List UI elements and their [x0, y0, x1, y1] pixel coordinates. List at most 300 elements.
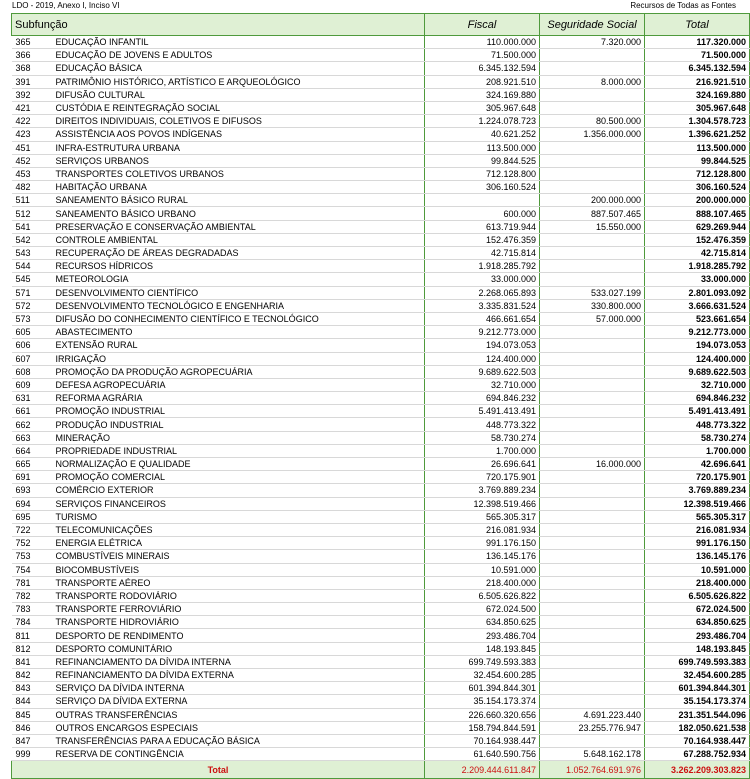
row-code: 691: [12, 471, 53, 484]
table-row: [12, 669, 750, 682]
row-code: 695: [12, 510, 53, 523]
table-row: [12, 589, 750, 602]
row-total: 216.081.934: [645, 523, 750, 536]
row-seguridade: [540, 497, 645, 510]
row-fiscal: 26.696.641: [425, 458, 540, 471]
row-fiscal: 991.176.150: [425, 537, 540, 550]
row-total: 601.394.844.301: [645, 682, 750, 695]
row-code: 608: [12, 365, 53, 378]
row-fiscal: 136.145.176: [425, 550, 540, 563]
row-name: RECUPERAÇÃO DE ÁREAS DEGRADADAS: [53, 247, 425, 260]
total-seguridade: 1.052.764.691.976: [540, 761, 645, 779]
row-code: 845: [12, 708, 53, 721]
budget-table: [11, 13, 750, 779]
row-fiscal: 306.160.524: [425, 181, 540, 194]
row-total: 3.769.889.234: [645, 484, 750, 497]
table-row: [12, 392, 750, 405]
row-total: 42.696.641: [645, 458, 750, 471]
row-fiscal: 305.967.648: [425, 101, 540, 114]
row-fiscal: 61.640.590.756: [425, 748, 540, 761]
row-seguridade: [540, 471, 645, 484]
row-total: 523.661.654: [645, 312, 750, 325]
row-total: 2.801.093.092: [645, 286, 750, 299]
row-name: RESERVA DE CONTINGÊNCIA: [53, 748, 425, 761]
row-fiscal: 110.000.000: [425, 36, 540, 49]
row-name: INFRA-ESTRUTURA URBANA: [53, 141, 425, 154]
row-seguridade: [540, 734, 645, 747]
row-total: 634.850.625: [645, 616, 750, 629]
row-seguridade: [540, 260, 645, 273]
row-total: 136.145.176: [645, 550, 750, 563]
row-total: 32.710.000: [645, 378, 750, 391]
table-row: [12, 603, 750, 616]
row-total: 67.288.752.934: [645, 748, 750, 761]
row-fiscal: 672.024.500: [425, 603, 540, 616]
table-row: [12, 537, 750, 550]
row-code: 847: [12, 734, 53, 747]
row-fiscal: 565.305.317: [425, 510, 540, 523]
row-seguridade: [540, 326, 645, 339]
row-fiscal: 216.081.934: [425, 523, 540, 536]
row-seguridade: 7.320.000: [540, 36, 645, 49]
row-name: OUTROS ENCARGOS ESPECIAIS: [53, 721, 425, 734]
row-total: 152.476.359: [645, 233, 750, 246]
row-fiscal: 226.660.320.656: [425, 708, 540, 721]
row-total: 6.345.132.594: [645, 62, 750, 75]
table-row: [12, 36, 750, 49]
row-seguridade: 1.356.000.000: [540, 128, 645, 141]
row-name: DESPORTO COMUNITÁRIO: [53, 642, 425, 655]
row-fiscal: 32.454.600.285: [425, 669, 540, 682]
table-row: [12, 510, 750, 523]
column-header-total: Total: [645, 14, 750, 36]
row-seguridade: [540, 273, 645, 286]
table-row: [12, 734, 750, 747]
row-seguridade: [540, 616, 645, 629]
table-row: [12, 616, 750, 629]
row-code: 753: [12, 550, 53, 563]
row-code: 999: [12, 748, 53, 761]
row-name: OUTRAS TRANSFERÊNCIAS: [53, 708, 425, 721]
row-name: PROMOÇÃO DA PRODUÇÃO AGROPECUÁRIA: [53, 365, 425, 378]
row-code: 609: [12, 378, 53, 391]
row-name: COMBUSTÍVEIS MINERAIS: [53, 550, 425, 563]
row-code: 782: [12, 589, 53, 602]
row-name: NORMALIZAÇÃO E QUALIDADE: [53, 458, 425, 471]
row-fiscal: 634.850.625: [425, 616, 540, 629]
row-fiscal: 3.769.889.234: [425, 484, 540, 497]
row-code: 781: [12, 576, 53, 589]
table-row: [12, 339, 750, 352]
row-seguridade: [540, 655, 645, 668]
table-row: [12, 682, 750, 695]
row-seguridade: [540, 392, 645, 405]
row-code: 606: [12, 339, 53, 352]
row-fiscal: 5.491.413.491: [425, 405, 540, 418]
row-code: 541: [12, 220, 53, 233]
row-code: 693: [12, 484, 53, 497]
table-row: [12, 523, 750, 536]
row-seguridade: [540, 88, 645, 101]
row-code: 844: [12, 695, 53, 708]
row-total: 1.700.000: [645, 444, 750, 457]
table-row: [12, 167, 750, 180]
row-seguridade: 23.255.776.947: [540, 721, 645, 734]
row-name: TURISMO: [53, 510, 425, 523]
column-header-fiscal: Fiscal: [425, 14, 540, 36]
row-seguridade: [540, 431, 645, 444]
row-code: 391: [12, 75, 53, 88]
row-name: SANEAMENTO BÁSICO RURAL: [53, 194, 425, 207]
row-fiscal: 12.398.519.466: [425, 497, 540, 510]
table-row: [12, 431, 750, 444]
table-row: [12, 49, 750, 62]
row-code: 542: [12, 233, 53, 246]
row-seguridade: [540, 669, 645, 682]
row-fiscal: 71.500.000: [425, 49, 540, 62]
table-row: [12, 220, 750, 233]
row-name: PRESERVAÇÃO E CONSERVAÇÃO AMBIENTAL: [53, 220, 425, 233]
row-total: 70.164.938.447: [645, 734, 750, 747]
row-code: 545: [12, 273, 53, 286]
row-code: 512: [12, 207, 53, 220]
row-total: 699.749.593.383: [645, 655, 750, 668]
row-seguridade: 4.691.223.440: [540, 708, 645, 721]
row-name: TRANSPORTES COLETIVOS URBANOS: [53, 167, 425, 180]
row-code: 842: [12, 669, 53, 682]
table-row: [12, 101, 750, 114]
row-total: 10.591.000: [645, 563, 750, 576]
row-seguridade: 533.027.199: [540, 286, 645, 299]
row-name: ASSISTÊNCIA AOS POVOS INDÍGENAS: [53, 128, 425, 141]
row-seguridade: [540, 418, 645, 431]
row-seguridade: [540, 589, 645, 602]
row-total: 99.844.525: [645, 154, 750, 167]
table-row: [12, 708, 750, 721]
row-name: EDUCAÇÃO INFANTIL: [53, 36, 425, 49]
row-fiscal: 1.224.078.723: [425, 115, 540, 128]
row-seguridade: [540, 523, 645, 536]
row-seguridade: [540, 484, 645, 497]
row-name: IRRIGAÇÃO: [53, 352, 425, 365]
row-total: 1.918.285.792: [645, 260, 750, 273]
row-code: 722: [12, 523, 53, 536]
document-title: LDO - 2019, Anexo I, Inciso VI: [12, 1, 120, 10]
row-total: 32.454.600.285: [645, 669, 750, 682]
row-name: DESENVOLVIMENTO CIENTÍFICO: [53, 286, 425, 299]
row-seguridade: 16.000.000: [540, 458, 645, 471]
row-name: SANEAMENTO BÁSICO URBANO: [53, 207, 425, 220]
row-code: 543: [12, 247, 53, 260]
row-name: ENERGIA ELÉTRICA: [53, 537, 425, 550]
row-name: EXTENSÃO RURAL: [53, 339, 425, 352]
row-seguridade: [540, 405, 645, 418]
table-row: [12, 260, 750, 273]
row-total: 12.398.519.466: [645, 497, 750, 510]
row-name: REFINANCIAMENTO DA DÍVIDA EXTERNA: [53, 669, 425, 682]
row-fiscal: 40.621.252: [425, 128, 540, 141]
column-header-subfuncao: Subfunção: [12, 14, 425, 36]
page-header: [0, 0, 742, 12]
table-row: [12, 75, 750, 88]
row-total: 324.169.880: [645, 88, 750, 101]
row-total: 200.000.000: [645, 194, 750, 207]
table-row: [12, 115, 750, 128]
table-row: [12, 207, 750, 220]
row-total: 293.486.704: [645, 629, 750, 642]
row-fiscal: 699.749.593.383: [425, 655, 540, 668]
row-seguridade: 15.550.000: [540, 220, 645, 233]
row-total: 448.773.322: [645, 418, 750, 431]
row-name: PROPRIEDADE INDUSTRIAL: [53, 444, 425, 457]
total-row: [12, 761, 750, 779]
row-name: EDUCAÇÃO BÁSICA: [53, 62, 425, 75]
row-name: DEFESA AGROPECUÁRIA: [53, 378, 425, 391]
row-fiscal: 124.400.000: [425, 352, 540, 365]
row-fiscal: 324.169.880: [425, 88, 540, 101]
row-total: 305.967.648: [645, 101, 750, 114]
row-code: 423: [12, 128, 53, 141]
row-seguridade: [540, 603, 645, 616]
table-row: [12, 642, 750, 655]
row-name: CUSTÓDIA E REINTEGRAÇÃO SOCIAL: [53, 101, 425, 114]
row-seguridade: [540, 550, 645, 563]
table-row: [12, 563, 750, 576]
row-seguridade: [540, 247, 645, 260]
table-row: [12, 405, 750, 418]
row-name: REFINANCIAMENTO DA DÍVIDA INTERNA: [53, 655, 425, 668]
table-row: [12, 286, 750, 299]
row-seguridade: 8.000.000: [540, 75, 645, 88]
row-seguridade: 200.000.000: [540, 194, 645, 207]
row-name: BIOCOMBUSTÍVEIS: [53, 563, 425, 576]
row-fiscal: 58.730.274: [425, 431, 540, 444]
row-name: TRANSFERÊNCIAS PARA A EDUCAÇÃO BÁSICA: [53, 734, 425, 747]
table-row: [12, 326, 750, 339]
row-fiscal: 600.000: [425, 207, 540, 220]
row-code: 421: [12, 101, 53, 114]
row-total: 113.500.000: [645, 141, 750, 154]
table-row: [12, 273, 750, 286]
table-row: [12, 247, 750, 260]
row-seguridade: [540, 510, 645, 523]
row-total: 3.666.631.524: [645, 299, 750, 312]
row-total: 58.730.274: [645, 431, 750, 444]
row-total: 888.107.465: [645, 207, 750, 220]
table-row: [12, 312, 750, 325]
row-code: 452: [12, 154, 53, 167]
row-total: 35.154.173.374: [645, 695, 750, 708]
row-fiscal: 3.335.831.524: [425, 299, 540, 312]
row-total: 216.921.510: [645, 75, 750, 88]
row-fiscal: 99.844.525: [425, 154, 540, 167]
table-row: [12, 576, 750, 589]
row-fiscal: 2.268.065.893: [425, 286, 540, 299]
row-name: TRANSPORTE FERROVIÁRIO: [53, 603, 425, 616]
row-name: ABASTECIMENTO: [53, 326, 425, 339]
table-row: [12, 484, 750, 497]
table-body: [12, 36, 750, 761]
row-seguridade: [540, 444, 645, 457]
table-row: [12, 352, 750, 365]
row-name: SERVIÇOS URBANOS: [53, 154, 425, 167]
row-fiscal: 10.591.000: [425, 563, 540, 576]
table-row: [12, 365, 750, 378]
row-seguridade: [540, 141, 645, 154]
row-fiscal: 70.164.938.447: [425, 734, 540, 747]
row-total: 5.491.413.491: [645, 405, 750, 418]
row-fiscal: 6.505.626.822: [425, 589, 540, 602]
row-name: TRANSPORTE AÉREO: [53, 576, 425, 589]
row-fiscal: 720.175.901: [425, 471, 540, 484]
table-row: [12, 721, 750, 734]
row-seguridade: [540, 695, 645, 708]
row-fiscal: 35.154.173.374: [425, 695, 540, 708]
row-code: 451: [12, 141, 53, 154]
row-name: DIFUSÃO CULTURAL: [53, 88, 425, 101]
row-code: 754: [12, 563, 53, 576]
row-code: 453: [12, 167, 53, 180]
row-fiscal: 1.700.000: [425, 444, 540, 457]
row-total: 694.846.232: [645, 392, 750, 405]
row-code: 784: [12, 616, 53, 629]
row-name: DESENVOLVIMENTO TECNOLÓGICO E ENGENHARIA: [53, 299, 425, 312]
row-seguridade: 80.500.000: [540, 115, 645, 128]
table-row: [12, 299, 750, 312]
row-code: 572: [12, 299, 53, 312]
table-header-row: [12, 14, 750, 36]
row-fiscal: 6.345.132.594: [425, 62, 540, 75]
row-seguridade: [540, 339, 645, 352]
row-seguridade: [540, 352, 645, 365]
row-fiscal: 448.773.322: [425, 418, 540, 431]
row-fiscal: 42.715.814: [425, 247, 540, 260]
row-name: DIREITOS INDIVIDUAIS, COLETIVOS E DIFUSOS: [53, 115, 425, 128]
table-row: [12, 748, 750, 761]
row-code: 846: [12, 721, 53, 734]
row-code: 605: [12, 326, 53, 339]
row-total: 720.175.901: [645, 471, 750, 484]
row-total: 218.400.000: [645, 576, 750, 589]
row-fiscal: 613.719.944: [425, 220, 540, 233]
row-seguridade: [540, 642, 645, 655]
row-fiscal: 158.794.844.591: [425, 721, 540, 734]
row-name: PRODUÇÃO INDUSTRIAL: [53, 418, 425, 431]
row-fiscal: [425, 194, 540, 207]
row-code: 662: [12, 418, 53, 431]
table-row: [12, 550, 750, 563]
row-code: 841: [12, 655, 53, 668]
row-fiscal: 208.921.510: [425, 75, 540, 88]
row-code: 812: [12, 642, 53, 655]
row-code: 811: [12, 629, 53, 642]
row-seguridade: [540, 629, 645, 642]
row-seguridade: [540, 101, 645, 114]
row-seguridade: [540, 181, 645, 194]
row-name: REFORMA AGRÁRIA: [53, 392, 425, 405]
row-seguridade: [540, 365, 645, 378]
row-name: PATRIMÔNIO HISTÓRICO, ARTÍSTICO E ARQUEOLÓGICO: [53, 75, 425, 88]
row-name: TRANSPORTE HIDROVIÁRIO: [53, 616, 425, 629]
table-row: [12, 141, 750, 154]
row-code: 365: [12, 36, 53, 49]
total-label: Total: [12, 761, 425, 779]
row-total: 182.050.621.538: [645, 721, 750, 734]
table-row: [12, 444, 750, 457]
row-code: 661: [12, 405, 53, 418]
row-name: DESPORTO DE RENDIMENTO: [53, 629, 425, 642]
row-name: TELECOMUNICAÇÕES: [53, 523, 425, 536]
row-total: 33.000.000: [645, 273, 750, 286]
row-total: 565.305.317: [645, 510, 750, 523]
total-fiscal: 2.209.444.611.847: [425, 761, 540, 779]
row-fiscal: 694.846.232: [425, 392, 540, 405]
table-row: [12, 497, 750, 510]
row-name: EDUCAÇÃO DE JOVENS E ADULTOS: [53, 49, 425, 62]
row-seguridade: [540, 167, 645, 180]
row-code: 664: [12, 444, 53, 457]
table-row: [12, 233, 750, 246]
row-total: 124.400.000: [645, 352, 750, 365]
row-name: SERVIÇOS FINANCEIROS: [53, 497, 425, 510]
row-total: 1.396.621.252: [645, 128, 750, 141]
table-row: [12, 418, 750, 431]
row-fiscal: 194.073.053: [425, 339, 540, 352]
row-total: 1.304.578.723: [645, 115, 750, 128]
row-total: 148.193.845: [645, 642, 750, 655]
row-fiscal: 466.661.654: [425, 312, 540, 325]
row-name: RECURSOS HÍDRICOS: [53, 260, 425, 273]
row-total: 9.689.622.503: [645, 365, 750, 378]
row-name: METEOROLOGIA: [53, 273, 425, 286]
row-fiscal: 9.212.773.000: [425, 326, 540, 339]
row-name: COMÉRCIO EXTERIOR: [53, 484, 425, 497]
source-note: Recursos de Todas as Fontes: [630, 1, 736, 10]
row-code: 571: [12, 286, 53, 299]
table-row: [12, 378, 750, 391]
table-row: [12, 154, 750, 167]
row-name: PROMOÇÃO COMERCIAL: [53, 471, 425, 484]
table-row: [12, 695, 750, 708]
row-seguridade: [540, 378, 645, 391]
row-code: 843: [12, 682, 53, 695]
row-code: 783: [12, 603, 53, 616]
row-name: PROMOÇÃO INDUSTRIAL: [53, 405, 425, 418]
row-code: 368: [12, 62, 53, 75]
table-row: [12, 655, 750, 668]
row-seguridade: [540, 62, 645, 75]
table-row: [12, 62, 750, 75]
row-code: 607: [12, 352, 53, 365]
row-code: 665: [12, 458, 53, 471]
row-total: 9.212.773.000: [645, 326, 750, 339]
row-name: SERVIÇO DA DÍVIDA INTERNA: [53, 682, 425, 695]
row-seguridade: [540, 537, 645, 550]
row-total: 231.351.544.096: [645, 708, 750, 721]
row-name: TRANSPORTE RODOVIÁRIO: [53, 589, 425, 602]
row-code: 752: [12, 537, 53, 550]
row-total: 6.505.626.822: [645, 589, 750, 602]
table-row: [12, 194, 750, 207]
row-seguridade: 5.648.162.178: [540, 748, 645, 761]
total-grand: 3.262.209.303.823: [645, 761, 750, 779]
row-fiscal: 712.128.800: [425, 167, 540, 180]
row-seguridade: [540, 576, 645, 589]
row-total: 194.073.053: [645, 339, 750, 352]
row-total: 629.269.944: [645, 220, 750, 233]
column-header-seguridade: Seguridade Social: [540, 14, 645, 36]
row-name: HABITAÇÃO URBANA: [53, 181, 425, 194]
